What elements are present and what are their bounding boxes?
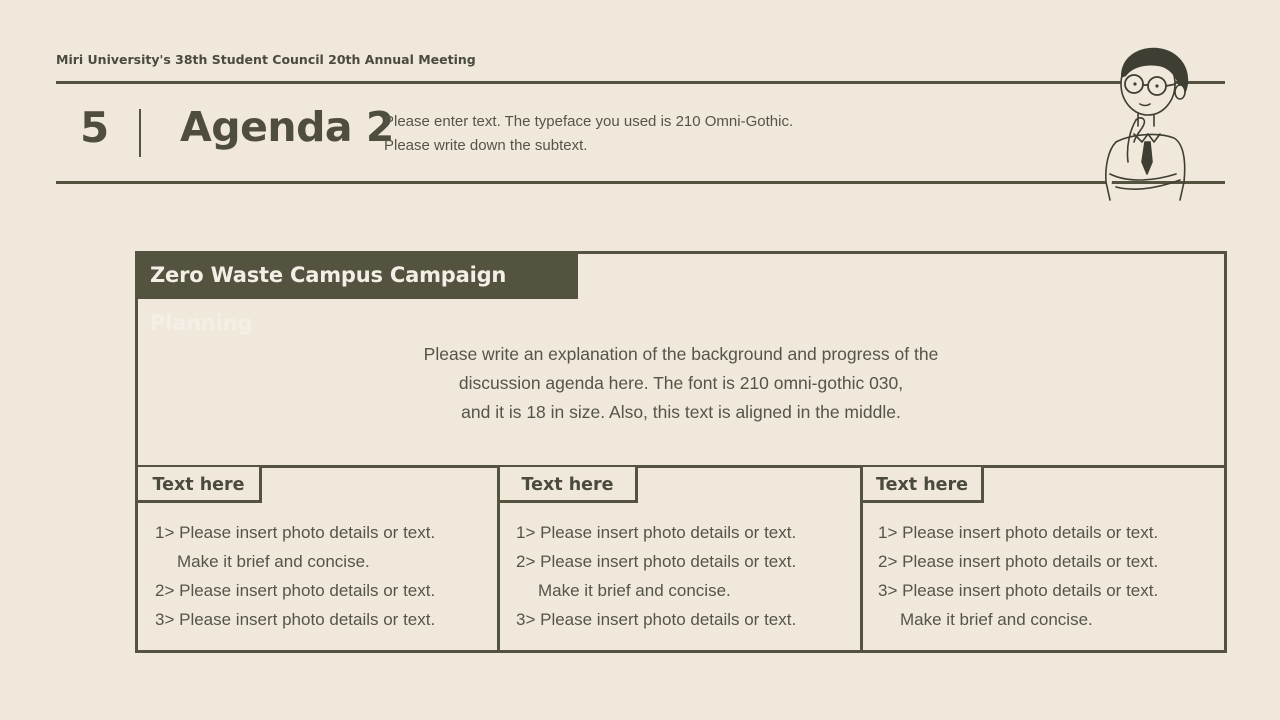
list-item-continuation: Make it brief and concise. xyxy=(177,552,370,571)
list-item xyxy=(155,518,435,576)
header-subtext-line-2: Please write down the subtext. xyxy=(384,137,588,154)
header-divider xyxy=(139,109,141,157)
thinking-man-illustration xyxy=(1096,42,1196,204)
column-2-list xyxy=(516,518,796,634)
list-item-text: 2> Please insert photo details or text. xyxy=(878,552,1159,571)
list-item-text: 1> Please insert photo details or text. xyxy=(516,523,797,542)
panel-title: Zero Waste Campus Campaign Planning xyxy=(135,251,578,299)
list-item xyxy=(878,547,1158,576)
panel-description-line-1: Please write an explanation of the background and progress of the xyxy=(423,344,939,364)
list-item xyxy=(878,518,1158,547)
list-item-text: 3> Please insert photo details or text. xyxy=(155,610,436,629)
agenda-title: Agenda 2 xyxy=(180,103,394,151)
column-1-label: Text here xyxy=(135,467,262,503)
list-item xyxy=(516,547,796,605)
list-item-text: 1> Please insert photo details or text. xyxy=(878,523,1159,542)
agenda-number: 5 xyxy=(80,103,110,152)
list-item-text: 3> Please insert photo details or text. xyxy=(878,581,1159,600)
panel-description xyxy=(138,340,1224,427)
list-item-text: 2> Please insert photo details or text. xyxy=(155,581,436,600)
list-item xyxy=(155,576,435,605)
column-3-list xyxy=(878,518,1158,634)
meeting-title: Miri University's 38th Student Council 20th Annual Meeting xyxy=(56,52,476,67)
list-item xyxy=(878,576,1158,634)
list-item xyxy=(155,605,435,634)
column-2-label: Text here xyxy=(497,467,638,503)
panel-description-line-3: and it is 18 in size. Also, this text is aligned in the middle. xyxy=(461,402,901,422)
list-item-text: 3> Please insert photo details or text. xyxy=(516,610,797,629)
list-item xyxy=(516,605,796,634)
header-subtext xyxy=(384,110,793,158)
list-item-text: 2> Please insert photo details or text. xyxy=(516,552,797,571)
list-item-continuation: Make it brief and concise. xyxy=(538,581,731,600)
list-item-text: 1> Please insert photo details or text. xyxy=(155,523,436,542)
list-item xyxy=(516,518,796,547)
list-item-continuation: Make it brief and concise. xyxy=(900,610,1093,629)
header-bottom-rule xyxy=(56,181,1225,184)
column-3-label: Text here xyxy=(860,467,984,503)
panel-section-divider xyxy=(135,465,1224,468)
panel-description-line-2: discussion agenda here. The font is 210 omni-gothic 030, xyxy=(458,373,904,393)
column-1-list xyxy=(155,518,435,634)
header-top-rule xyxy=(56,81,1225,84)
header-subtext-line-1: Please enter text. The typeface you used is 210 Omni-Gothic. xyxy=(384,113,794,130)
